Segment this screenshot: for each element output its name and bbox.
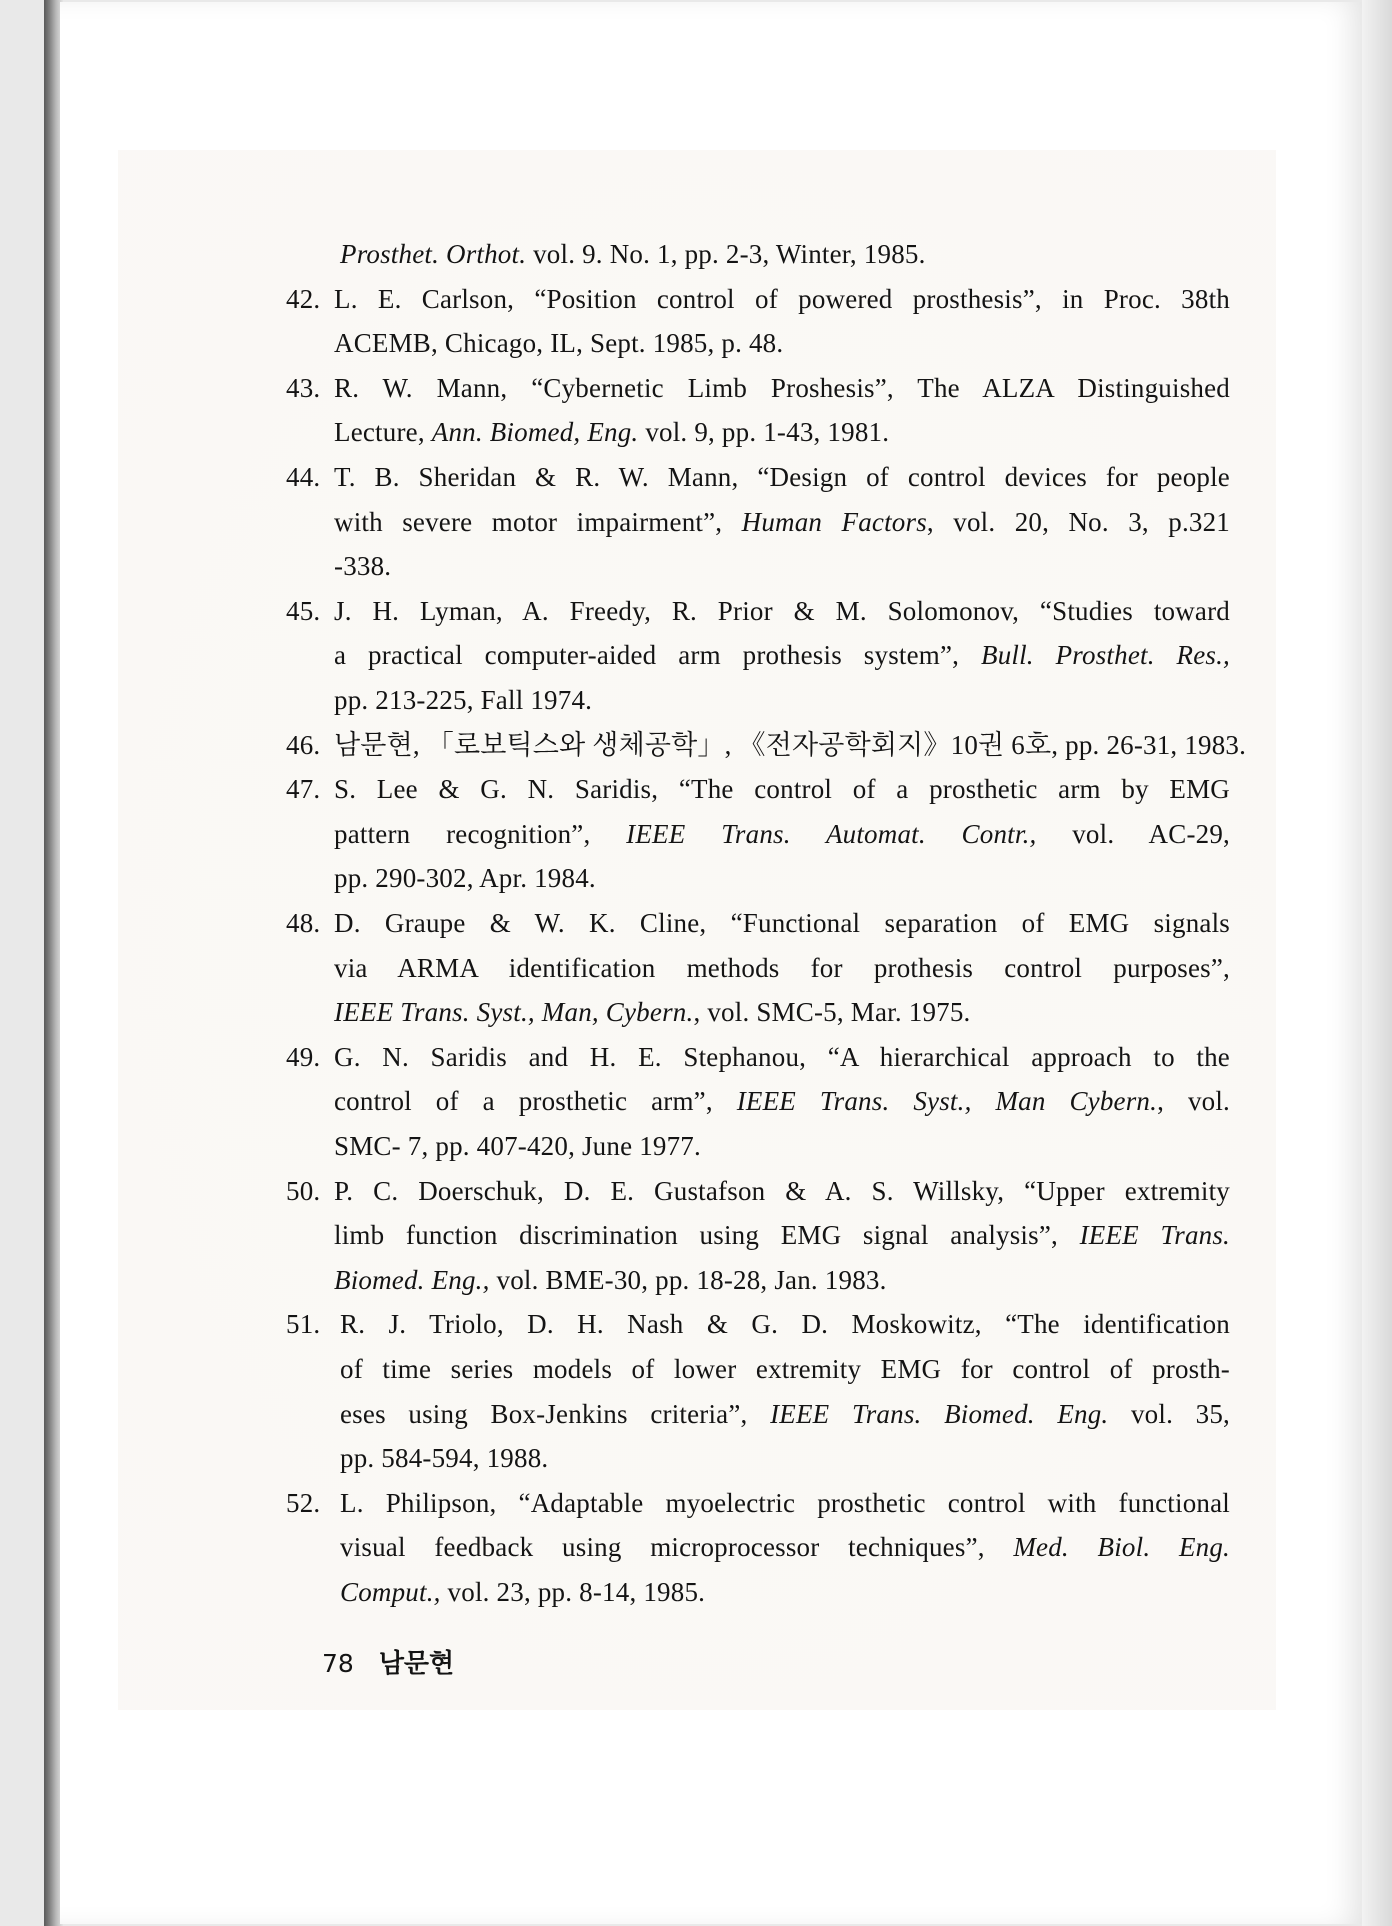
reference-text [334, 1130, 701, 1162]
reference-segment: T. B. Sheridan & R. W. Mann, “Design of control devices for people [334, 462, 1230, 492]
reference-segment: P. C. Doerschuk, D. E. Gustafson & A. S. Willsky, “Upper extremity [334, 1175, 1230, 1206]
reference-segment: G. N. Saridis and H. E. Stephanou, “A hierarchical approach to the [334, 1041, 1230, 1072]
reference-text [334, 639, 1230, 671]
reference-text [334, 1264, 887, 1296]
reference-segment: J. H. Lyman, A. Freedy, R. Prior & M. Solomonov, “Studies toward [334, 595, 1230, 626]
reference-text [334, 550, 391, 582]
page-number: 78 [322, 1649, 354, 1678]
reference-italic-segment: IEEE Trans. Biomed. Eng. [770, 1398, 1109, 1429]
reference-segment: pp. 213-225, Fall 1974. [334, 685, 593, 715]
reference-text [334, 684, 592, 716]
reference-text [334, 416, 889, 448]
reference-text [334, 506, 1230, 538]
reference-text [334, 729, 1246, 761]
reference-text [340, 1531, 1230, 1563]
reference-segment: ACEMB, Chicago, IL, Sept. 1985, p. 48. [334, 328, 784, 359]
reference-segment: L. Philipson, “Adaptable myoelectric prosthetic control with functional [340, 1487, 1230, 1518]
reference-text [334, 283, 1230, 315]
reference-segment: limb function discrimination using EMG signal analysis”, [334, 1220, 1080, 1251]
reference-segment: R. W. Mann, “Cybernetic Limb Proshesis”, The ALZA Distinguished [334, 372, 1230, 403]
reference-number: 46. [286, 729, 321, 760]
reference-text [334, 773, 1230, 805]
reference-segment: pp. 290-302, Apr. 1984. [334, 863, 596, 894]
reference-segment: 남문현, 「로보틱스와 생체공학」, 《전자공학회지》10권 6호, pp. 26-31, 1983. [334, 729, 1247, 760]
reference-segment: a practical computer-aided arm prothesis system”, [334, 640, 981, 671]
page-footer [322, 1648, 454, 1680]
reference-segment: S. Lee & G. N. Saridis, “The control of a prosthetic arm by EMG [334, 774, 1230, 805]
reference-italic-segment: Med. Biol. Eng. [1013, 1532, 1230, 1563]
reference-italic-segment: Prosthet. Orthot. [340, 239, 527, 269]
reference-italic-segment: Comput., [340, 1577, 441, 1607]
reference-text [334, 818, 1230, 850]
reference-segment: D. Graupe & W. K. Cline, “Functional separation of EMG signals [334, 908, 1230, 938]
reference-segment: pattern recognition”, [334, 818, 627, 849]
reference-text [334, 1041, 1230, 1073]
reference-italic-segment: Human Factors [741, 506, 927, 537]
reference-text [334, 595, 1230, 627]
reference-number: 48. [286, 908, 321, 938]
reference-segment: Lecture, [334, 417, 432, 448]
reference-segment: with severe motor impairment”, [334, 506, 742, 537]
reference-text [334, 372, 1230, 404]
reference-italic-segment: IEEE Trans. Automat. Contr., [626, 818, 1037, 849]
reference-number: 47. [286, 774, 321, 805]
reference-number: 51. [286, 1309, 321, 1340]
reference-segment: vol. 9, pp. 1-43, 1981. [638, 417, 890, 448]
reference-segment: , vol. [1157, 1086, 1231, 1117]
reference-segment: control of a prosthetic arm”, [334, 1086, 737, 1117]
reference-number: 43. [286, 372, 321, 403]
reference-italic-segment: Biomed. Eng., [334, 1264, 490, 1295]
reference-text [334, 996, 971, 1028]
reference-number: 52. [286, 1487, 321, 1518]
reference-segment: vol. BME-30, pp. 18-28, Jan. 1983. [489, 1264, 887, 1295]
reference-number: 49. [286, 1041, 321, 1072]
reference-number: 42. [286, 283, 321, 314]
reference-number: 45. [286, 595, 321, 626]
reference-text [334, 1219, 1230, 1251]
reference-segment: visual feedback using microprocessor techniques”, [340, 1532, 1014, 1563]
reference-italic-segment: IEEE Trans. [1079, 1220, 1231, 1251]
footer-author: 남문현 [378, 1649, 455, 1679]
reference-segment: vol. 23, pp. 8-14, 1985. [440, 1577, 706, 1607]
reference-segment: eses using Box-Jenkins criteria”, [340, 1398, 771, 1429]
reference-text [334, 327, 783, 359]
reference-italic-segment: IEEE Trans. Syst., Man, Cybern. [334, 997, 694, 1028]
reference-segment: of time series models of lower extremity EMG for control of prosth- [340, 1354, 1230, 1384]
reference-text [340, 1576, 1230, 1608]
reference-text [340, 1487, 1230, 1519]
reference-segment: SMC- 7, pp. 407-420, June 1977. [334, 1131, 701, 1161]
reference-segment: vol. 9. No. 1, pp. 2-3, Winter, 1985. [526, 239, 926, 269]
reference-number: 44. [286, 462, 321, 492]
reference-text [334, 952, 1230, 984]
reference-italic-segment: IEEE Trans. Syst., Man Cybern. [736, 1086, 1158, 1117]
reference-segment: L. E. Carlson, “Position control of powered prosthesis”, in Proc. 38th [334, 283, 1230, 314]
reference-segment: -338. [334, 551, 392, 582]
reference-segment: , vol. SMC-5, Mar. 1975. [693, 997, 971, 1028]
reference-text [334, 907, 1230, 939]
reference-text [340, 1308, 1230, 1340]
reference-segment: via ARMA identification methods for prothesis control purposes”, [334, 952, 1230, 983]
reference-text [340, 1398, 1230, 1430]
reference-segment: pp. 584-594, 1988. [340, 1443, 549, 1474]
reference-text [334, 862, 596, 894]
reference-number: 50. [286, 1175, 321, 1206]
reference-segment: , vol. 20, No. 3, p.321 [926, 506, 1230, 537]
reference-italic-segment: Ann. Biomed, Eng. [431, 417, 639, 448]
reference-segment: vol. AC-29, [1036, 818, 1230, 849]
reference-italic-segment: Bull. Prosthet. Res., [981, 640, 1230, 671]
reference-text [334, 461, 1230, 493]
reference-segment: R. J. Triolo, D. H. Nash & G. D. Moskowitz, “The identification [340, 1309, 1230, 1340]
reference-segment: vol. 35, [1108, 1398, 1230, 1429]
reference-text [340, 1353, 1230, 1385]
reference-text [334, 1175, 1230, 1207]
reference-text [340, 238, 926, 270]
reference-text [340, 1442, 1230, 1474]
reference-text [334, 1085, 1230, 1117]
